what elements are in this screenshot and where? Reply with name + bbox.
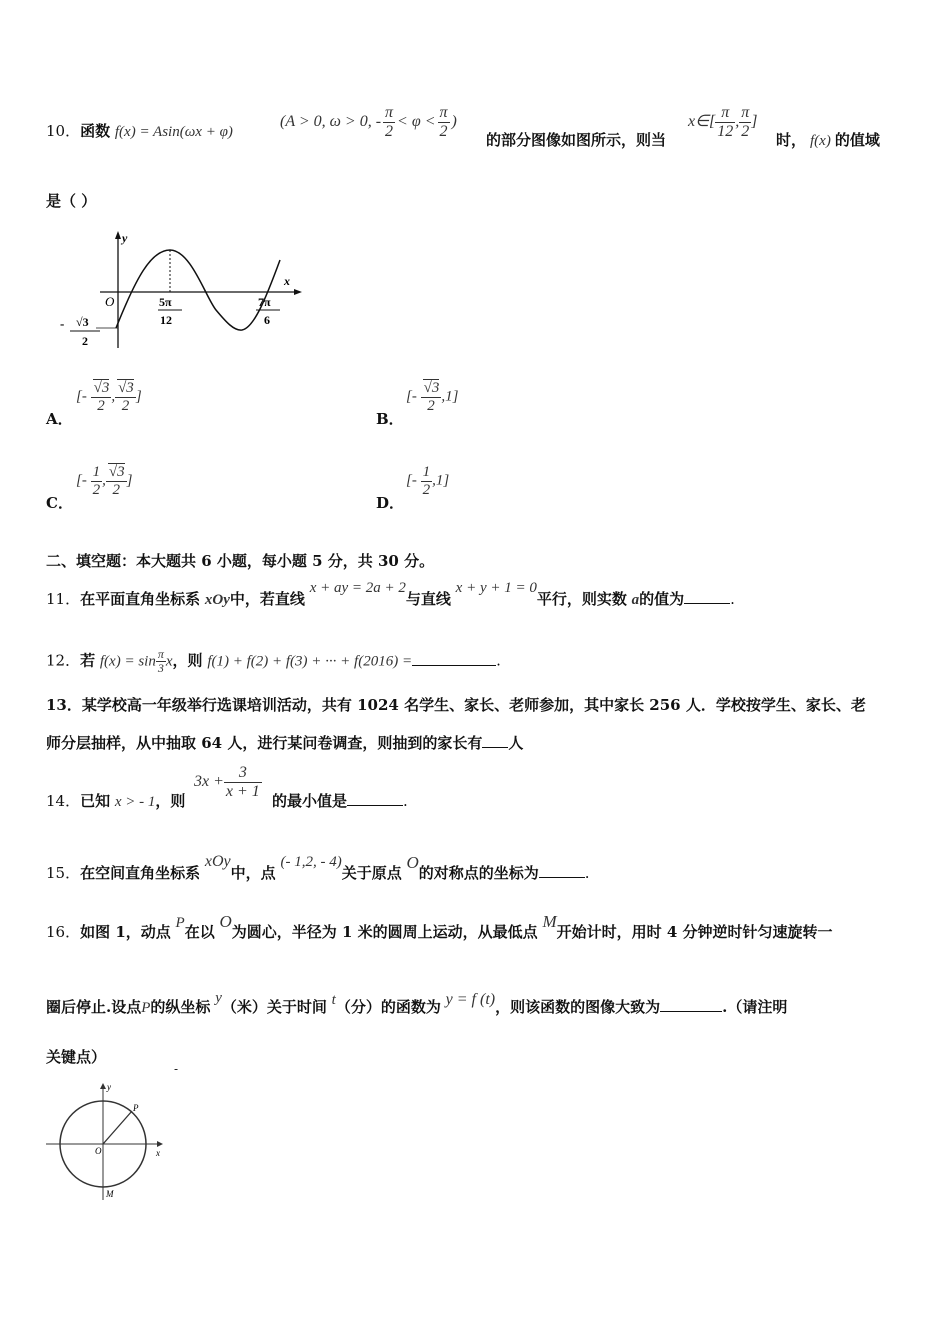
fig-p-label: P <box>133 1103 139 1113</box>
q10-mid-text: 的部分图像如图所示，则当 <box>486 131 667 149</box>
tick-7pi6-num: 7π <box>258 295 271 309</box>
q15: 15．在空间直角坐标系 xOy中，点 (- 1,2, - 4)关于原点 O的对称点的坐标为 . <box>46 853 590 882</box>
q16-line2: 圈后停止.设点P的纵坐标 y（米）关于时间 t（分）的函数为 y = f (t)，则该函数的图像大致为 .（请注明 <box>46 990 788 1016</box>
q10-line1: 10．函数 f(x) = Asin(ωx + φ) <box>46 122 233 140</box>
q12: 12．若 f(x) = sin $\frac{\pi}{3}$ x，则 f(1) + f(2) + f(3) + ··· + f(2016) = . <box>46 647 501 676</box>
q10-condition: (A > 0, ω > 0, - $\frac{\pi}{2}$ < φ < $\frac{\pi}{2}$ ) <box>280 104 457 140</box>
fig-x-label: x <box>156 1148 160 1158</box>
tick-5pi12-den: 12 <box>160 313 172 327</box>
q12-blank[interactable] <box>412 653 496 666</box>
q16-line1: 16．如图 1，动点 P在以 O为圆心，半径为 1 米的圆周上运动，从最低点 M开始计时，用时 4 分钟逆时针匀速旋转一 <box>46 912 833 941</box>
y-axis-arrow <box>115 231 121 239</box>
fig-y-label: y <box>107 1082 111 1092</box>
q11: 11．在平面直角坐标系 xOy中，若直线 x + ay = 2a + 2与直线 x + y + 1 = 0平行，则实数 a的值为 . <box>46 580 735 608</box>
y-axis-label: y <box>122 231 128 245</box>
q16-circle-figure <box>44 1080 174 1204</box>
tick-7pi6-den: 6 <box>264 313 270 327</box>
x-axis-arrow <box>294 289 302 295</box>
q11-blank[interactable] <box>684 591 730 604</box>
q14-blank[interactable] <box>347 793 403 806</box>
fig-o-label: O <box>95 1146 102 1156</box>
origin-label: O <box>105 294 115 309</box>
q14-expression: 3x + $\frac{3}{x + 1}$ <box>194 764 260 800</box>
q14: 14．已知 x > - 1，则 <box>46 792 186 810</box>
fig-m-label: M <box>106 1189 114 1199</box>
q16-blank[interactable] <box>660 999 722 1012</box>
x-axis-label: x <box>284 274 290 288</box>
q10-tail: 时， f(x) 的值域 <box>776 131 880 149</box>
sine-curve <box>116 250 280 330</box>
q14-tail: 的最小值是 . <box>272 792 408 810</box>
q13-line1: 13．某学校高一年级举行选课培训活动，共有 1024 名学生、家长、老师参加，其中家长 256 人．学校按学生、家长、老 <box>46 696 866 714</box>
ymin-minus: - <box>60 316 65 331</box>
section-heading: 二、填空题：本大题共 6 小题，每小题 5 分，共 30 分。 <box>46 552 435 570</box>
q13-line2: 师分层抽样，从中抽取 64 人，进行某问卷调查，则抽到的家长有 人 <box>46 734 524 752</box>
q15-blank[interactable] <box>539 865 585 878</box>
ymin-den: 2 <box>82 334 88 348</box>
q16-line3: 关键点） <box>46 1048 107 1066</box>
q16-dash: - <box>174 1062 179 1076</box>
q10-interval: x∈[ $\frac{\pi}{12}$ , $\frac{\pi}{2}$ ] <box>688 104 758 140</box>
q10-line2: 是（ ） <box>46 192 97 210</box>
q10-sine-graph <box>56 228 306 352</box>
q10-function: f(x) = Asin(ωx + φ) <box>114 124 233 140</box>
q13-blank[interactable] <box>482 735 508 748</box>
fig-radius-op <box>103 1111 132 1144</box>
ymin-num: √3 <box>76 315 89 329</box>
q10-number: 10． <box>46 122 81 140</box>
tick-5pi12-num: 5π <box>159 295 172 309</box>
